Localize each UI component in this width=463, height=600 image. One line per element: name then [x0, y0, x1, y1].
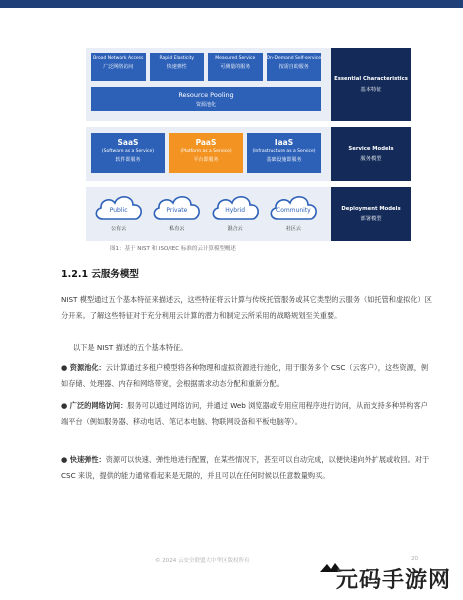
side-label-en: Essential Characteristics [334, 76, 408, 83]
top-bar [0, 0, 463, 8]
bullet-rapid-elasticity [61, 452, 433, 484]
cloud-label-en: Private [166, 207, 188, 214]
cloud-label-en: Community [276, 207, 311, 214]
deployment-models-label [331, 187, 411, 241]
bullet-body: 服务可以通过网络访问，并通过 Web 浏览器或专用应用程序进行访问，从而支持多种异构客户端平台（例如服务器、移动电话、笔记本电脑、物联网设备和平板电脑等）。 [61, 401, 428, 426]
model-zh: 平台即服务 [193, 157, 219, 163]
characteristic-en: Measured Service [215, 56, 256, 61]
bullet-network-access [61, 398, 433, 430]
side-label-en: Service Models [348, 145, 394, 152]
saas-box [91, 133, 165, 173]
model-zh: 软件即服务 [115, 157, 141, 163]
characteristic-box [267, 53, 322, 81]
bullet-resource-pooling [61, 360, 433, 392]
essential-characteristics-label [331, 48, 411, 121]
watermark-logo: 元码手游网 [336, 568, 452, 593]
cloud-label-zh: 公有云 [111, 226, 127, 232]
characteristic-en: Rapid Elasticity [159, 56, 195, 61]
bullet-body: 资源可以快速、弹性地进行配置，在某些情况下，甚至可以自动完成，以便快速向外扩展或收回。对于 CSC 来说，提供的能力通常看起来是无限的，并且可以在任何时候以任意数量购买。 [61, 455, 430, 480]
bullet-title: ● 快速弹性： [61, 455, 106, 464]
cloud-label-zh: 混合云 [227, 226, 243, 232]
characteristic-zh: 广泛网络访问 [103, 64, 134, 70]
model-en: (Platform as a Service) [180, 149, 232, 154]
resource-pooling-box [91, 87, 321, 111]
bullet-title: ● 资源池化： [61, 363, 106, 372]
cloud-model-diagram [86, 48, 411, 238]
figure-caption: 图1：基于 NIST 和 ISO/IEC 标准的云计算模型概述 [110, 246, 236, 252]
paas-box [169, 133, 243, 173]
cloud-label-en: Hybrid [225, 207, 246, 214]
cloud-label-zh: 社区云 [285, 226, 301, 232]
model-name: IaaS [274, 138, 294, 147]
service-models-label [331, 127, 411, 181]
cloud-private [149, 191, 204, 235]
model-zh: 基础设施即服务 [266, 157, 302, 163]
essential-characteristics-band [86, 48, 411, 121]
characteristic-zh: 可测量的服务 [220, 64, 251, 70]
side-label-zh: 基本特征 [360, 86, 382, 93]
cloud-hybrid [208, 191, 263, 235]
deployment-models-band [86, 187, 411, 241]
model-en: (Infrastructure as a Service) [252, 149, 316, 154]
resource-pooling-zh: 资源池化 [195, 102, 216, 108]
characteristic-box [150, 53, 205, 81]
cloud-label-en: Public [109, 207, 128, 214]
cloud-label-zh: 私有云 [169, 226, 185, 232]
characteristic-zh: 快速弹性 [166, 64, 187, 70]
side-label-zh: 部署模型 [360, 216, 382, 223]
page-number: 20 [411, 556, 418, 562]
cloud-community [266, 191, 321, 235]
model-name: SaaS [117, 138, 139, 147]
section-title: 1.2.1 云服务模型 [61, 269, 139, 280]
cloud-public [91, 191, 146, 235]
characteristic-box [208, 53, 263, 81]
side-label-zh: 服务模型 [360, 156, 382, 163]
bullet-title: ● 广泛的网络访问： [61, 401, 128, 410]
iaas-box [247, 133, 321, 173]
model-en: (Software as a Service) [101, 149, 155, 154]
model-name: PaaS [195, 138, 217, 147]
characteristic-en: On-Demand Self-service [266, 56, 321, 61]
bullet-body: 云计算通过多租户模型将各种物理和虚拟资源进行池化，用于服务多个 CSC（云客户），这些资源，例如存储、处理器、内存和网络带宽，会根据需求动态分配和重新分配。 [61, 363, 429, 388]
paragraph: NIST 模型通过五个基本特征来描述云，这些特征将云计算与传统托管服务或其它类型的云服务（如托管和虚拟化）区分开来。了解这些特征对于充分利用云计算的潜力和制定云所采用的战略规划至关重要。 [61, 295, 432, 320]
characteristic-en: Broad Network Access [93, 56, 144, 61]
resource-pooling-en: Resource Pooling [178, 91, 234, 99]
side-label-en: Deployment Models [341, 205, 401, 212]
service-models-band [86, 127, 411, 181]
characteristic-box [91, 53, 146, 81]
characteristic-zh: 按需自助服务 [278, 64, 309, 70]
paragraph: 以下是 NIST 描述的五个基本特征。 [73, 343, 188, 352]
page-footer: © 2024 云安全联盟大中华区版权所有 [155, 558, 250, 564]
